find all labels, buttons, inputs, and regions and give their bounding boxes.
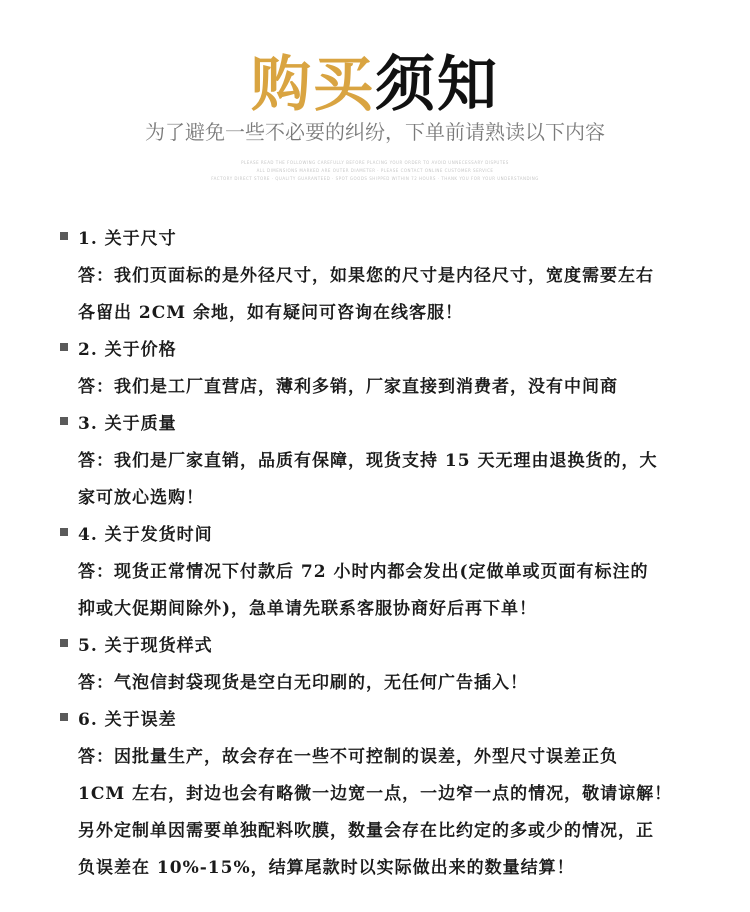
title-dark: 须知 [375,50,499,120]
square-bullet-icon [60,343,68,351]
section-answer-line: 1CM 左右，封边也会有略微一边宽一点，一边窄一点的情况，敬请谅解！ [78,784,673,804]
square-bullet-icon [60,417,68,425]
section-answer-line: 负误差在 10%-15%，结算尾款时以实际做出来的数量结算！ [78,858,575,878]
page-title [0,50,750,120]
square-bullet-icon [60,232,68,240]
square-bullet-icon [60,713,68,721]
fine-print-line: PLEASE READ THE FOLLOWING CAREFULLY BEFORE PLACING YOUR ORDER TO AVOID UNNECESSARY DISPUTES [241,160,509,165]
section-answer-line: 另外定制单因需要单独配料吹膜，数量会存在比约定的多或少的情况，正 [78,821,654,841]
section-answer-line: 各留出 2CM 余地，如有疑问可咨询在线客服！ [78,303,464,323]
section-answer-line: 答：因批量生产，故会存在一些不可控制的误差，外型尺寸误差正负 [78,747,618,767]
section-answer-line: 答：气泡信封袋现货是空白无印刷的，无任何广告插入！ [78,673,528,693]
title-gold: 购买 [251,50,375,120]
section-heading: 6. 关于误差 [78,710,177,730]
section-answer-line: 答：我们是工厂直营店，薄利多销，厂家直接到消费者，没有中间商 [78,377,618,397]
section-answer-line: 答：我们是厂家直销，品质有保障，现货支持 15 天无理由退换货的，大 [78,451,658,471]
square-bullet-icon [60,639,68,647]
section-heading: 4. 关于发货时间 [78,525,213,545]
section-answer-line: 答：现货正常情况下付款后 72 小时内都会发出(定做单或页面有标注的 [78,562,649,582]
section-heading: 1. 关于尺寸 [78,229,177,249]
square-bullet-icon [60,528,68,536]
fine-print-line: ALL DIMENSIONS MARKED ARE OUTER DIAMETER · PLEASE CONTACT ONLINE CUSTOMER SERVICE [256,168,494,173]
section-answer-line: 抑或大促期间除外)，急单请先联系客服协商好后再下单！ [78,599,538,619]
section-answer-line: 家可放心选购！ [78,488,204,508]
section-heading: 3. 关于质量 [78,414,177,434]
section-heading: 2. 关于价格 [78,340,177,360]
page-subtitle: 为了避免一些不必要的纠纷，下单前请熟读以下内容 [145,120,605,144]
section-heading: 5. 关于现货样式 [78,636,213,656]
section-answer-line: 答：我们页面标的是外径尺寸，如果您的尺寸是内径尺寸，宽度需要左右 [78,266,654,286]
fine-print-line: FACTORY DIRECT STORE · QUALITY GUARANTEED · SPOT GOODS SHIPPED WITHIN 72 HOURS · THANK YOU FOR YOUR UNDERSTANDING [211,176,539,181]
